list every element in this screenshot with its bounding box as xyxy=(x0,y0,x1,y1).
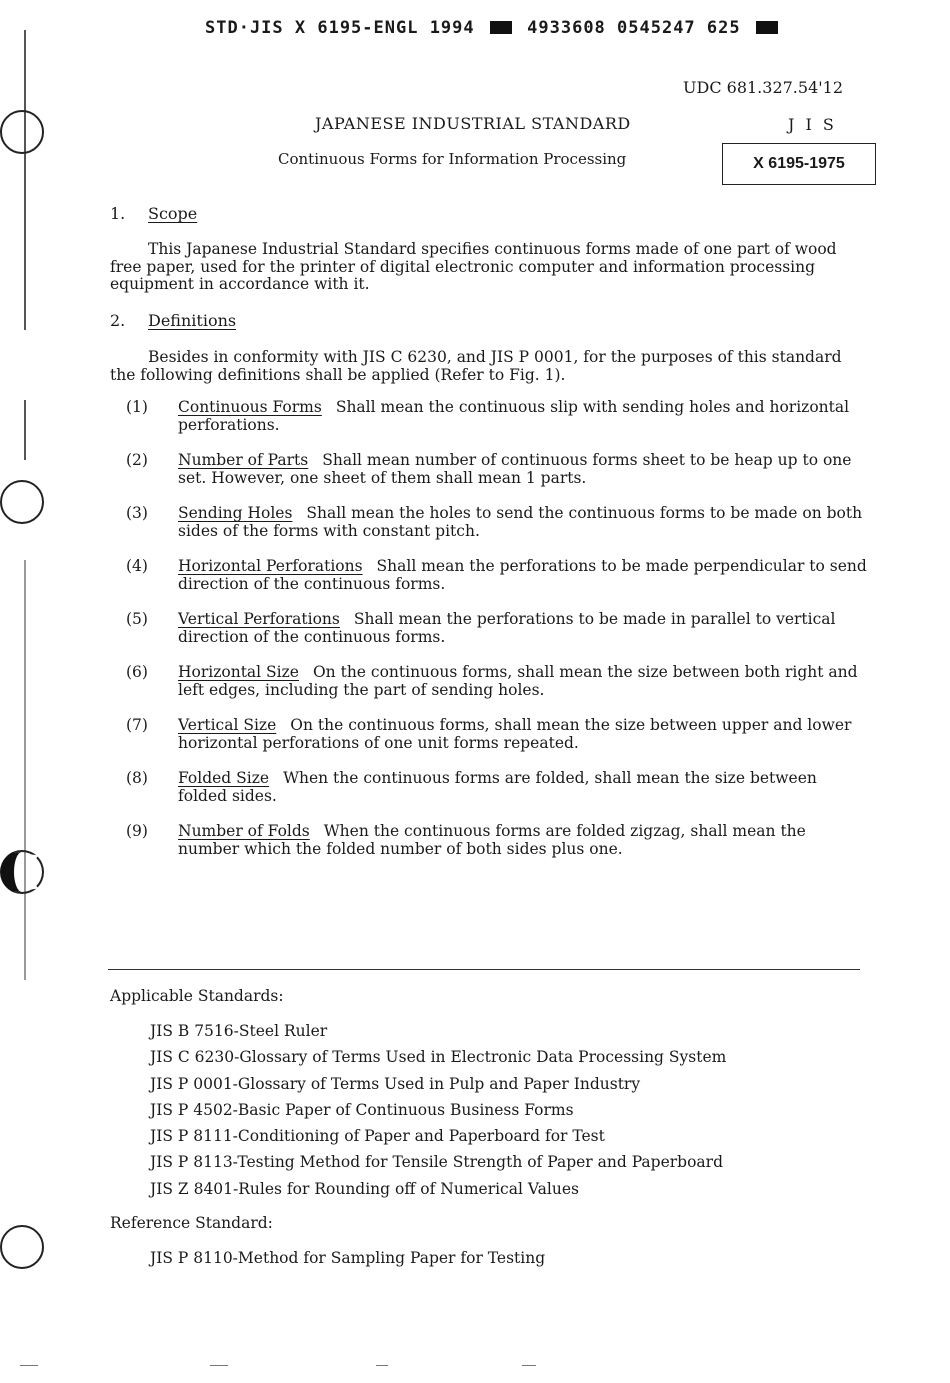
definition-item xyxy=(110,558,870,593)
definition-term: Vertical Size xyxy=(178,716,277,734)
definition-item xyxy=(110,717,870,752)
punch-hole-mark xyxy=(0,850,44,894)
definition-number: (7) xyxy=(126,716,148,734)
catalog-number: 4933608 0545247 625 xyxy=(527,18,741,38)
list-item: JIS P 0001-Glossary of Terms Used in Pulp and Paper Industry xyxy=(150,1074,641,1093)
definition-number: (3) xyxy=(126,504,148,522)
definition-item xyxy=(110,505,870,540)
definition-term: Number of Folds xyxy=(178,822,310,840)
definition-item xyxy=(110,664,870,699)
list-item: JIS P 8110-Method for Sampling Paper for Testing xyxy=(150,1249,546,1267)
scope-paragraph: This Japanese Industrial Standard specifies continuous forms made of one part of wood free paper, used for the printer of digital electronic computer and information processing equipment in accordance with it. xyxy=(110,240,837,293)
redaction-bar-icon xyxy=(756,21,778,34)
redaction-bar-icon xyxy=(490,21,512,34)
standard-number-box xyxy=(722,143,876,185)
list-item: JIS B 7516-Steel Ruler xyxy=(150,1022,328,1040)
list-item: JIS P 4502-Basic Paper of Continuous Business Forms xyxy=(150,1100,574,1119)
definition-item xyxy=(110,611,870,646)
definition-term: Number of Parts xyxy=(178,451,309,469)
scan-artifact xyxy=(376,1365,388,1366)
definition-term: Folded Size xyxy=(178,769,270,787)
definition-term: Horizontal Size xyxy=(178,663,299,681)
section-number: 2. xyxy=(110,311,126,330)
definition-text: Shall mean the perforations to be made perpendicular to send direction of the continuous forms. xyxy=(178,557,867,593)
standard-type: JAPANESE INDUSTRIAL STANDARD xyxy=(315,114,631,133)
definitions-list xyxy=(110,399,870,876)
definitions-paragraph: Besides in conformity with JIS C 6230, and JIS P 0001, for the purposes of this standard the following definitions shall be applied (Refer to Fig. 1). xyxy=(110,348,842,384)
definition-term: Sending Holes xyxy=(178,504,293,522)
definition-number: (8) xyxy=(126,769,148,787)
scan-artifact xyxy=(522,1365,536,1366)
list-item: JIS P 8111-Conditioning of Paper and Paperboard for Test xyxy=(150,1127,605,1146)
reference-standard-heading: Reference Standard: xyxy=(110,1214,273,1232)
definition-text: Shall mean number of continuous forms sheet to be heap up to one set. However, one sheet of them shall mean 1 parts. xyxy=(178,451,852,487)
definition-item xyxy=(110,770,870,805)
section-title: Scope xyxy=(148,204,198,223)
definition-text: On the continuous forms, shall mean the size between both right and left edges, including the part of sending holes. xyxy=(178,663,858,699)
definition-number: (9) xyxy=(126,822,148,840)
document-code: STD·JIS X 6195-ENGL 1994 xyxy=(205,18,475,38)
definition-text: When the continuous forms are folded, shall mean the size between folded sides. xyxy=(178,769,817,805)
list-item: JIS C 6230-Glossary of Terms Used in Electronic Data Processing System xyxy=(150,1048,727,1067)
list-item: JIS P 8113-Testing Method for Tensile Strength of Paper and Paperboard xyxy=(150,1153,724,1172)
definition-text: Shall mean the continuous slip with sending holes and horizontal perforations. xyxy=(178,398,850,434)
definition-text: When the continuous forms are folded zigzag, shall mean the number which the folded number of both sides plus one. xyxy=(178,822,806,858)
section-title: Definitions xyxy=(148,311,237,330)
definition-item xyxy=(110,452,870,487)
reference-standards-list xyxy=(150,1245,850,1271)
definition-text: Shall mean the holes to send the continuous forms to be made on both sides of the forms with constant pitch. xyxy=(178,504,863,540)
jis-label: J I S xyxy=(788,115,837,134)
section-heading-scope xyxy=(110,204,197,223)
definition-number: (5) xyxy=(126,610,148,628)
footnote-divider xyxy=(108,969,860,970)
punch-hole-mark xyxy=(0,480,44,524)
definition-text: On the continuous forms, shall mean the size between upper and lower horizontal perforations of one unit forms repeated. xyxy=(178,716,852,752)
definition-number: (1) xyxy=(126,398,148,416)
binding-edge xyxy=(0,0,50,1383)
document-code-line xyxy=(205,18,782,38)
definition-number: (6) xyxy=(126,663,148,681)
definition-number: (4) xyxy=(126,557,148,575)
punch-hole-mark xyxy=(0,1225,44,1269)
definition-text: Shall mean the perforations to be made in parallel to vertical direction of the continuous forms. xyxy=(178,610,836,646)
definition-term: Vertical Perforations xyxy=(178,610,340,628)
section-number: 1. xyxy=(110,204,126,223)
definition-item xyxy=(110,399,870,434)
udc-number: UDC 681.327.54'12 xyxy=(683,78,844,97)
definition-term: Continuous Forms xyxy=(178,398,322,416)
punch-hole-mark xyxy=(0,110,44,154)
binding-line xyxy=(24,560,26,980)
standard-number: X 6195-1975 xyxy=(753,155,845,172)
applicable-standards-list xyxy=(150,1018,850,1202)
scan-artifact xyxy=(210,1365,228,1366)
definition-item xyxy=(110,823,870,858)
definition-term: Horizontal Perforations xyxy=(178,557,363,575)
binding-line xyxy=(24,400,26,460)
binding-line xyxy=(24,30,26,330)
definition-number: (2) xyxy=(126,451,148,469)
page-title: Continuous Forms for Information Processing xyxy=(278,150,627,168)
applicable-standards-heading: Applicable Standards: xyxy=(110,987,284,1005)
section-heading-definitions xyxy=(110,311,236,330)
scan-artifact xyxy=(20,1365,38,1366)
list-item: JIS Z 8401-Rules for Rounding off of Numerical Values xyxy=(150,1179,579,1198)
